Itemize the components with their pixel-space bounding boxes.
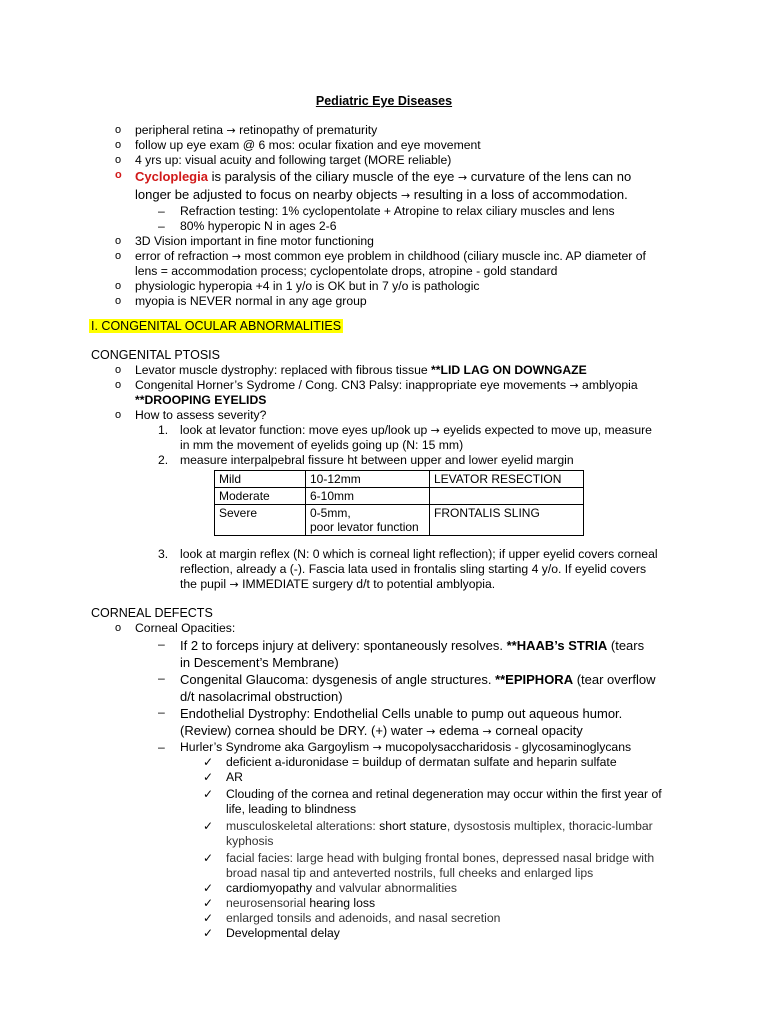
arrow-icon: → (569, 379, 579, 392)
dash-icon: – (158, 740, 165, 754)
bullet-icon: o (115, 154, 122, 166)
corneal-section (0, 606, 768, 941)
arrow-icon: → (430, 424, 440, 437)
arrow-icon: → (226, 124, 236, 137)
bullet-icon: o (115, 364, 122, 376)
check-item: ✓ facial facies: large head with bulging frontal bones, depressed nasal bridge with broad nasal tip and anteverted nostrils, full cheeks and enlarged lips (203, 851, 655, 880)
page-title: Pediatric Eye Diseases (315, 94, 453, 108)
bullet-icon: o (115, 379, 122, 391)
list-item: o error of refraction → most common eye problem in childhood (ciliary muscle inc. AP diameter of lens = accommodation process; cyclopentolate drops, atropine - gold standard (115, 249, 646, 278)
sub-list-item: – If 2 to forceps injury at delivery: spontaneously resolves. **HAAB’s STRIA (tears in Descement’s Membrane) (158, 637, 645, 670)
numbered-item: 1. look at levator function: move eyes up/look up → eyelids expected to move up, measure in mm the movement of eyelids going up (N: 15 mm) (158, 423, 652, 452)
dash-icon: – (158, 219, 165, 233)
bullet-icon: o (115, 235, 122, 247)
numbered-item: 3. look at margin reflex (N: 0 which is corneal light reflection); if upper eyelid covers corneal reflection, already a (-). Fascia lata used in frontalis sling starting 4 y/o. If eyelid covers the pupil → IMMEDIATE surgery d/t to potential amblyopia. (158, 547, 658, 591)
table-row: Severe 0-5mm, poor levator function FRONTALIS SLING (215, 505, 584, 536)
checkmark-icon: ✓ (203, 787, 214, 801)
arrow-icon: → (426, 725, 436, 738)
checkmark-icon: ✓ (203, 819, 214, 833)
arrow-icon: → (482, 725, 492, 738)
table-row: Moderate 6-10mm (215, 488, 584, 505)
sub-list-item: – Endothelial Dystrophy: Endothelial Cells unable to pump out aqueous humor. (Review) cornea should be DRY. (+) water → edema → corneal opacity (158, 705, 623, 738)
checkmark-icon: ✓ (203, 881, 214, 895)
bullet-icon: o (115, 622, 122, 634)
bullet-icon: o (115, 409, 122, 421)
checkmark-icon: ✓ (203, 926, 214, 940)
sub-list-item: – 80% hyperopic N in ages 2-6 (158, 219, 337, 233)
checkmark-icon: ✓ (203, 755, 214, 769)
check-item: ✓ cardiomyopathy and valvular abnormalities (203, 881, 458, 895)
check-item: ✓ neurosensorial hearing loss (203, 896, 376, 910)
arrow-icon: → (231, 250, 242, 263)
sub-list-item: – Hurler’s Syndrome aka Gargoylism → mucopolysaccharidosis - glycosaminoglycans (158, 740, 632, 754)
list-item: o 4 yrs up: visual acuity and following target (MORE reliable) (115, 153, 452, 167)
dash-icon: – (158, 671, 165, 685)
checkmark-icon: ✓ (203, 770, 214, 784)
dash-icon: – (158, 204, 165, 218)
dash-icon: – (158, 637, 165, 651)
bullet-icon: o (115, 124, 122, 136)
arrow-icon: → (400, 189, 411, 202)
bullet-icon: o (115, 250, 122, 262)
list-item: o Levator muscle dystrophy: replaced with fibrous tissue **LID LAG ON DOWNGAZE (115, 363, 587, 377)
numbered-item: 2. measure interpalpebral fissure ht between upper and lower eyelid margin (158, 453, 574, 467)
severity-table (214, 470, 584, 536)
bullet-icon: o (115, 295, 122, 307)
check-item: ✓ Developmental delay (203, 926, 340, 940)
check-item: ✓ AR (203, 770, 243, 784)
arrow-icon: → (229, 578, 239, 591)
term-cycloplegia: Cycloplegia (135, 169, 208, 184)
checkmark-icon: ✓ (203, 911, 214, 925)
section-heading: I. CONGENITAL OCULAR ABNORMALITIES (91, 319, 342, 333)
bullet-icon: o (115, 169, 122, 181)
list-item: o myopia is NEVER normal in any age group (115, 294, 367, 308)
intro-list (0, 123, 768, 309)
sub-list-item: – Refraction testing: 1% cyclopentolate + Atropine to relax ciliary muscles and lens (158, 204, 615, 218)
table-row: Mild 10-12mm LEVATOR RESECTION (215, 471, 584, 488)
arrow-icon: → (457, 171, 468, 184)
list-item: o peripheral retina → retinopathy of prematurity (115, 123, 378, 137)
ptosis-section (0, 348, 768, 468)
bullet-icon: o (115, 139, 122, 151)
list-item: o How to assess severity? (115, 408, 267, 422)
list-item: o 3D Vision important in fine motor functioning (115, 234, 374, 248)
list-item: o Congenital Horner’s Sydrome / Cong. CN3 Palsy: inappropriate eye movements → amblyopia **DROOPING EYELIDS (115, 378, 638, 407)
check-item: ✓ enlarged tonsils and adenoids, and nasal secretion (203, 911, 501, 925)
subsection-heading: CORNEAL DEFECTS (91, 606, 213, 620)
dash-icon: – (158, 705, 165, 719)
bullet-icon: o (115, 280, 122, 292)
list-item: o Corneal Opacities: (115, 621, 236, 635)
subsection-heading: CONGENITAL PTOSIS (91, 348, 220, 362)
list-item: o physiologic hyperopia +4 in 1 y/o is OK but in 7 y/o is pathologic (115, 279, 480, 293)
check-item: ✓ musculoskeletal alterations: short stature, dysostosis multiplex, thoracic-lumbar kyphosis (203, 819, 653, 848)
sub-list-item: – Congenital Glaucoma: dysgenesis of angle structures. **EPIPHORA (tear overflow d/t nasolacrimal obstruction) (158, 671, 656, 704)
list-item: o Cycloplegia is paralysis of the ciliary muscle of the eye → curvature of the lens can no longer be adjusted to focus on nearby objects → resulting in a loss of accommodation. (115, 169, 632, 202)
arrow-icon: → (372, 741, 382, 754)
check-item: ✓ deficient a-iduronidase = buildup of dermatan sulfate and heparin sulfate (203, 755, 617, 769)
checkmark-icon: ✓ (203, 851, 214, 865)
list-item: o follow up eye exam @ 6 mos: ocular fixation and eye movement (115, 138, 481, 152)
check-item: ✓ Clouding of the cornea and retinal degeneration may occur within the first year of life, leading to blindness (203, 787, 662, 816)
checkmark-icon: ✓ (203, 896, 214, 910)
